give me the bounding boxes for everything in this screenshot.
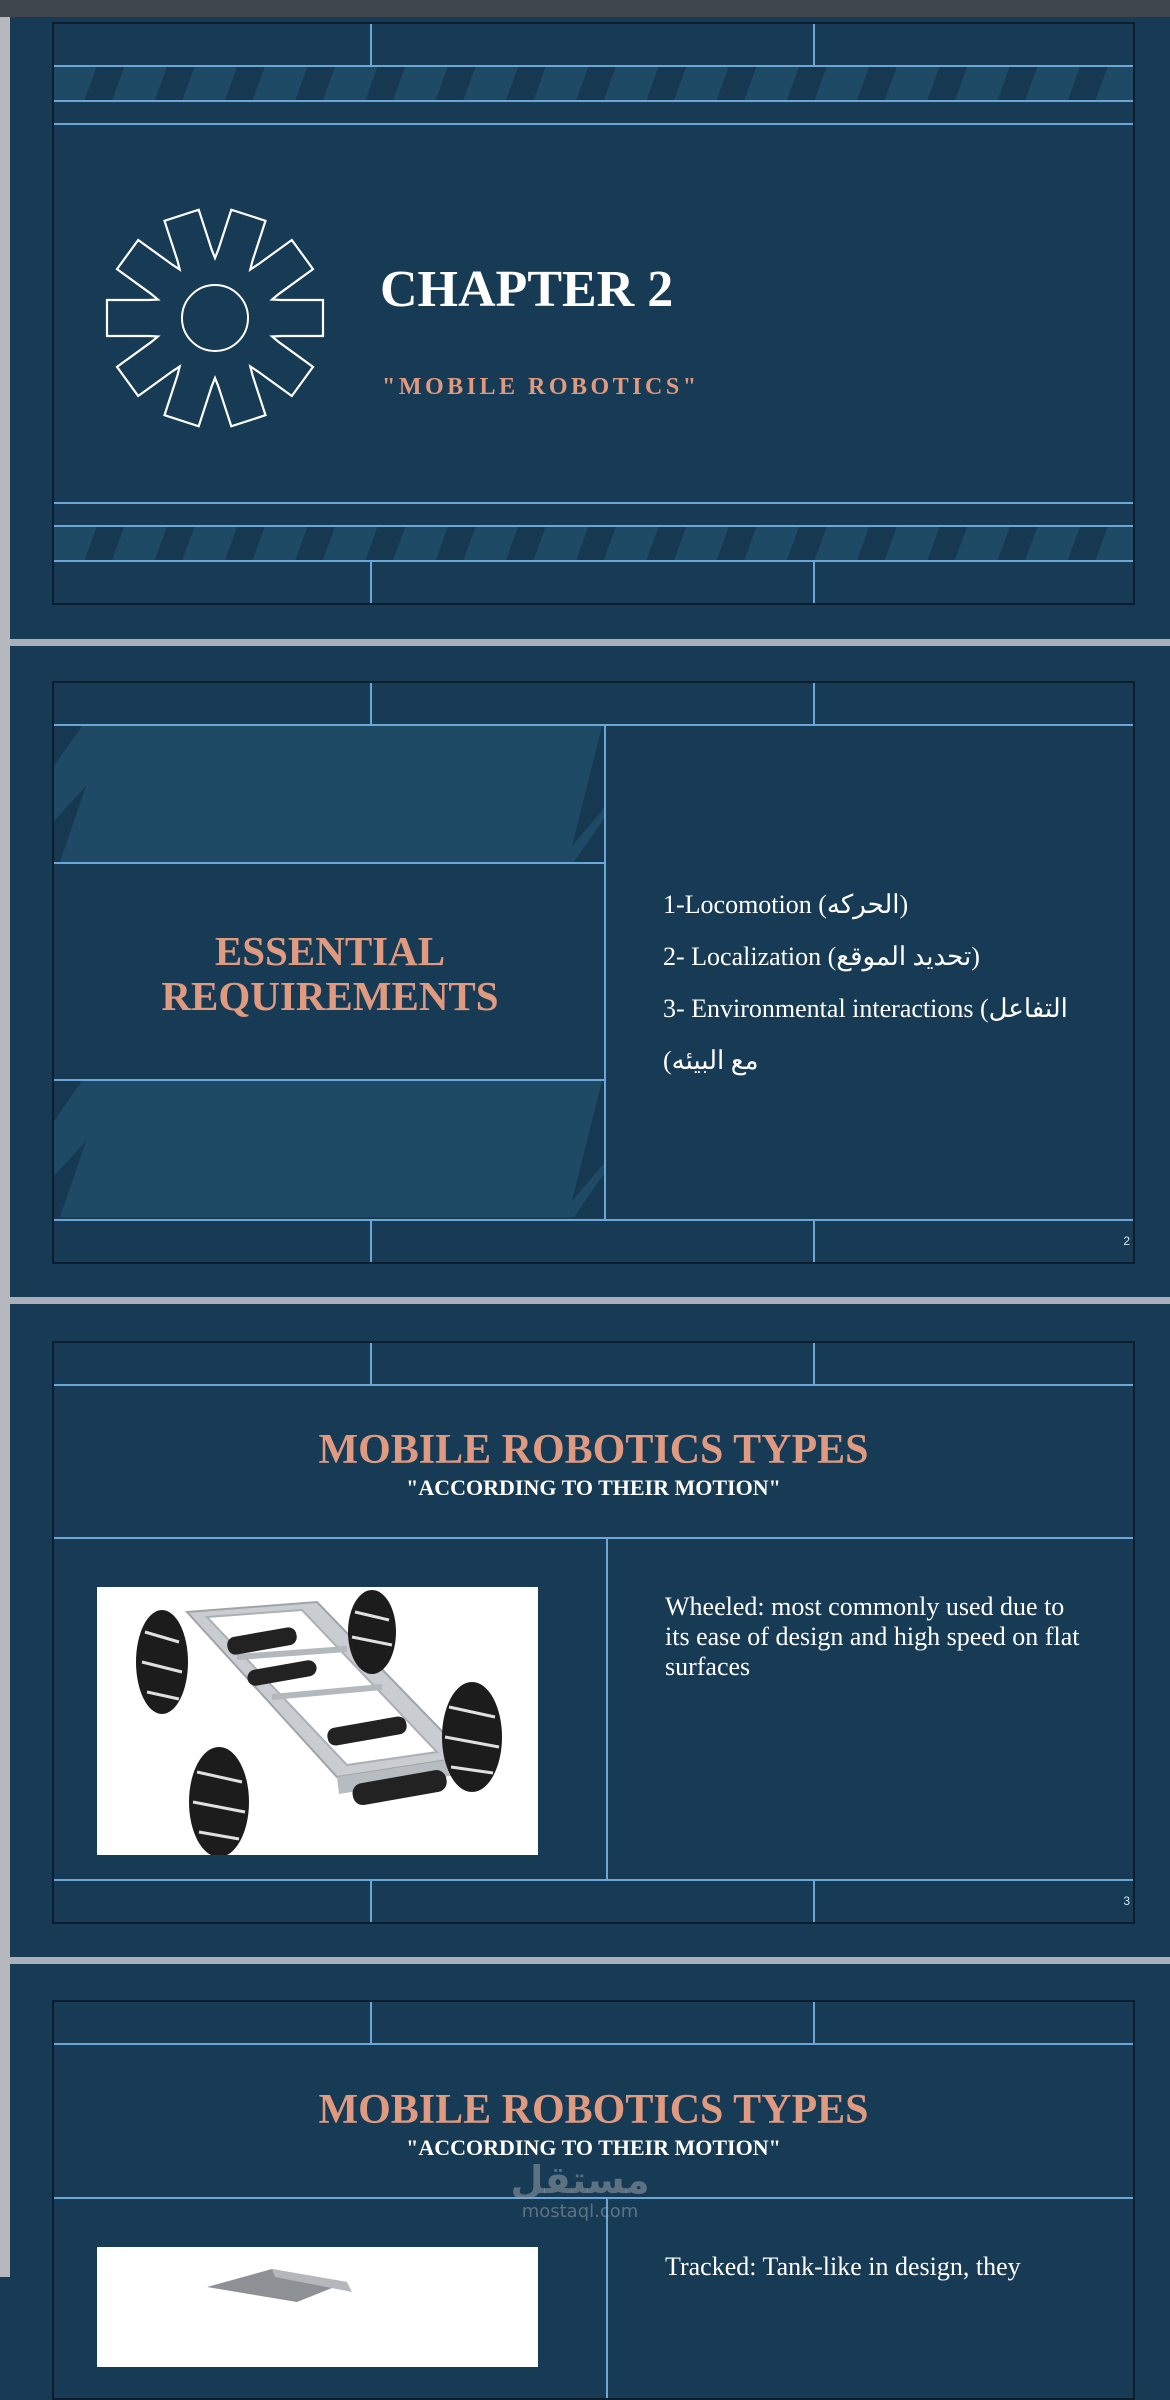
divider xyxy=(54,1879,1133,1881)
list-item: 1-Locomotion (الحركه) xyxy=(663,890,909,919)
divider xyxy=(813,24,815,66)
body-text: Tracked: Tank-like in design, they xyxy=(665,2252,1021,2281)
divider xyxy=(370,24,372,66)
column-divider xyxy=(606,1539,608,1879)
slide-title: MOBILE ROBOTICS TYPES xyxy=(318,2087,869,2133)
slide-subtitle: "ACCORDING TO THEIR MOTION" xyxy=(406,2135,781,2160)
slide-separator xyxy=(10,1297,1170,1304)
divider xyxy=(813,683,815,725)
tracked-robot-illustration xyxy=(97,2247,538,2367)
divider xyxy=(813,1880,815,1924)
chapter-subtitle: "MOBILE ROBOTICS" xyxy=(382,374,700,400)
body-text: Wheeled: most commonly used due to its ease of design and high speed on flat surfaces xyxy=(665,1592,1080,1681)
slide-separator xyxy=(10,639,1170,646)
slide-title: MOBILE ROBOTICS TYPES xyxy=(318,1427,869,1473)
page-number: 3 xyxy=(1123,1894,1130,1908)
section-title-line-2: REQUIREMENTS xyxy=(161,973,499,1019)
tracked-robot-image xyxy=(97,2247,538,2367)
divider xyxy=(54,1384,1133,1386)
list-item: 3- Environmental interactions (التفاعل xyxy=(663,994,1068,1023)
slide-3[interactable] xyxy=(52,1341,1135,1924)
divider xyxy=(813,561,815,605)
viewer-top-bar xyxy=(0,0,1170,17)
gear-icon xyxy=(104,207,326,429)
slide-1[interactable] xyxy=(52,22,1135,605)
chapter-title: CHAPTER 2 xyxy=(380,261,674,318)
requirements-list xyxy=(663,879,1068,1087)
viewer-left-strip xyxy=(0,17,10,2277)
divider xyxy=(813,2002,815,2044)
divider xyxy=(370,1880,372,1924)
divider xyxy=(54,2043,1133,2045)
divider xyxy=(54,100,1133,102)
slide-separator xyxy=(10,1957,1170,1964)
divider xyxy=(370,1343,372,1385)
section-title-line-1: ESSENTIAL xyxy=(214,928,446,974)
divider xyxy=(54,1537,1133,1539)
divider xyxy=(370,1220,372,1264)
decorative-corner-shapes xyxy=(54,726,606,862)
divider xyxy=(54,1219,1133,1221)
divider xyxy=(813,1220,815,1264)
divider xyxy=(370,683,372,725)
column-divider xyxy=(604,726,606,1219)
watermark xyxy=(505,2158,655,2222)
list-item: 2- Localization (تحديد الموقع) xyxy=(663,942,980,971)
decorative-stripe-band xyxy=(54,67,1133,101)
divider xyxy=(54,862,606,864)
list-item: مع البيئه) xyxy=(663,1046,759,1075)
wheeled-robot-image xyxy=(97,1587,538,1855)
divider xyxy=(370,2002,372,2044)
divider xyxy=(813,1343,815,1385)
section-title xyxy=(54,929,606,1019)
decorative-stripe-band xyxy=(54,527,1133,561)
slide-2[interactable] xyxy=(52,681,1135,1264)
watermark-arabic: مستقل xyxy=(510,2158,650,2202)
slide-subtitle: "ACCORDING TO THEIR MOTION" xyxy=(406,1475,781,1500)
decorative-corner-shapes xyxy=(54,1081,606,1217)
divider xyxy=(54,502,1133,504)
page-number: 2 xyxy=(1123,1234,1130,1248)
robot-chassis-illustration xyxy=(97,1587,538,1855)
divider xyxy=(54,560,1133,562)
divider xyxy=(54,123,1133,125)
divider xyxy=(370,561,372,605)
watermark-latin: mostaql.com xyxy=(521,2201,639,2222)
column-divider xyxy=(606,2199,608,2399)
